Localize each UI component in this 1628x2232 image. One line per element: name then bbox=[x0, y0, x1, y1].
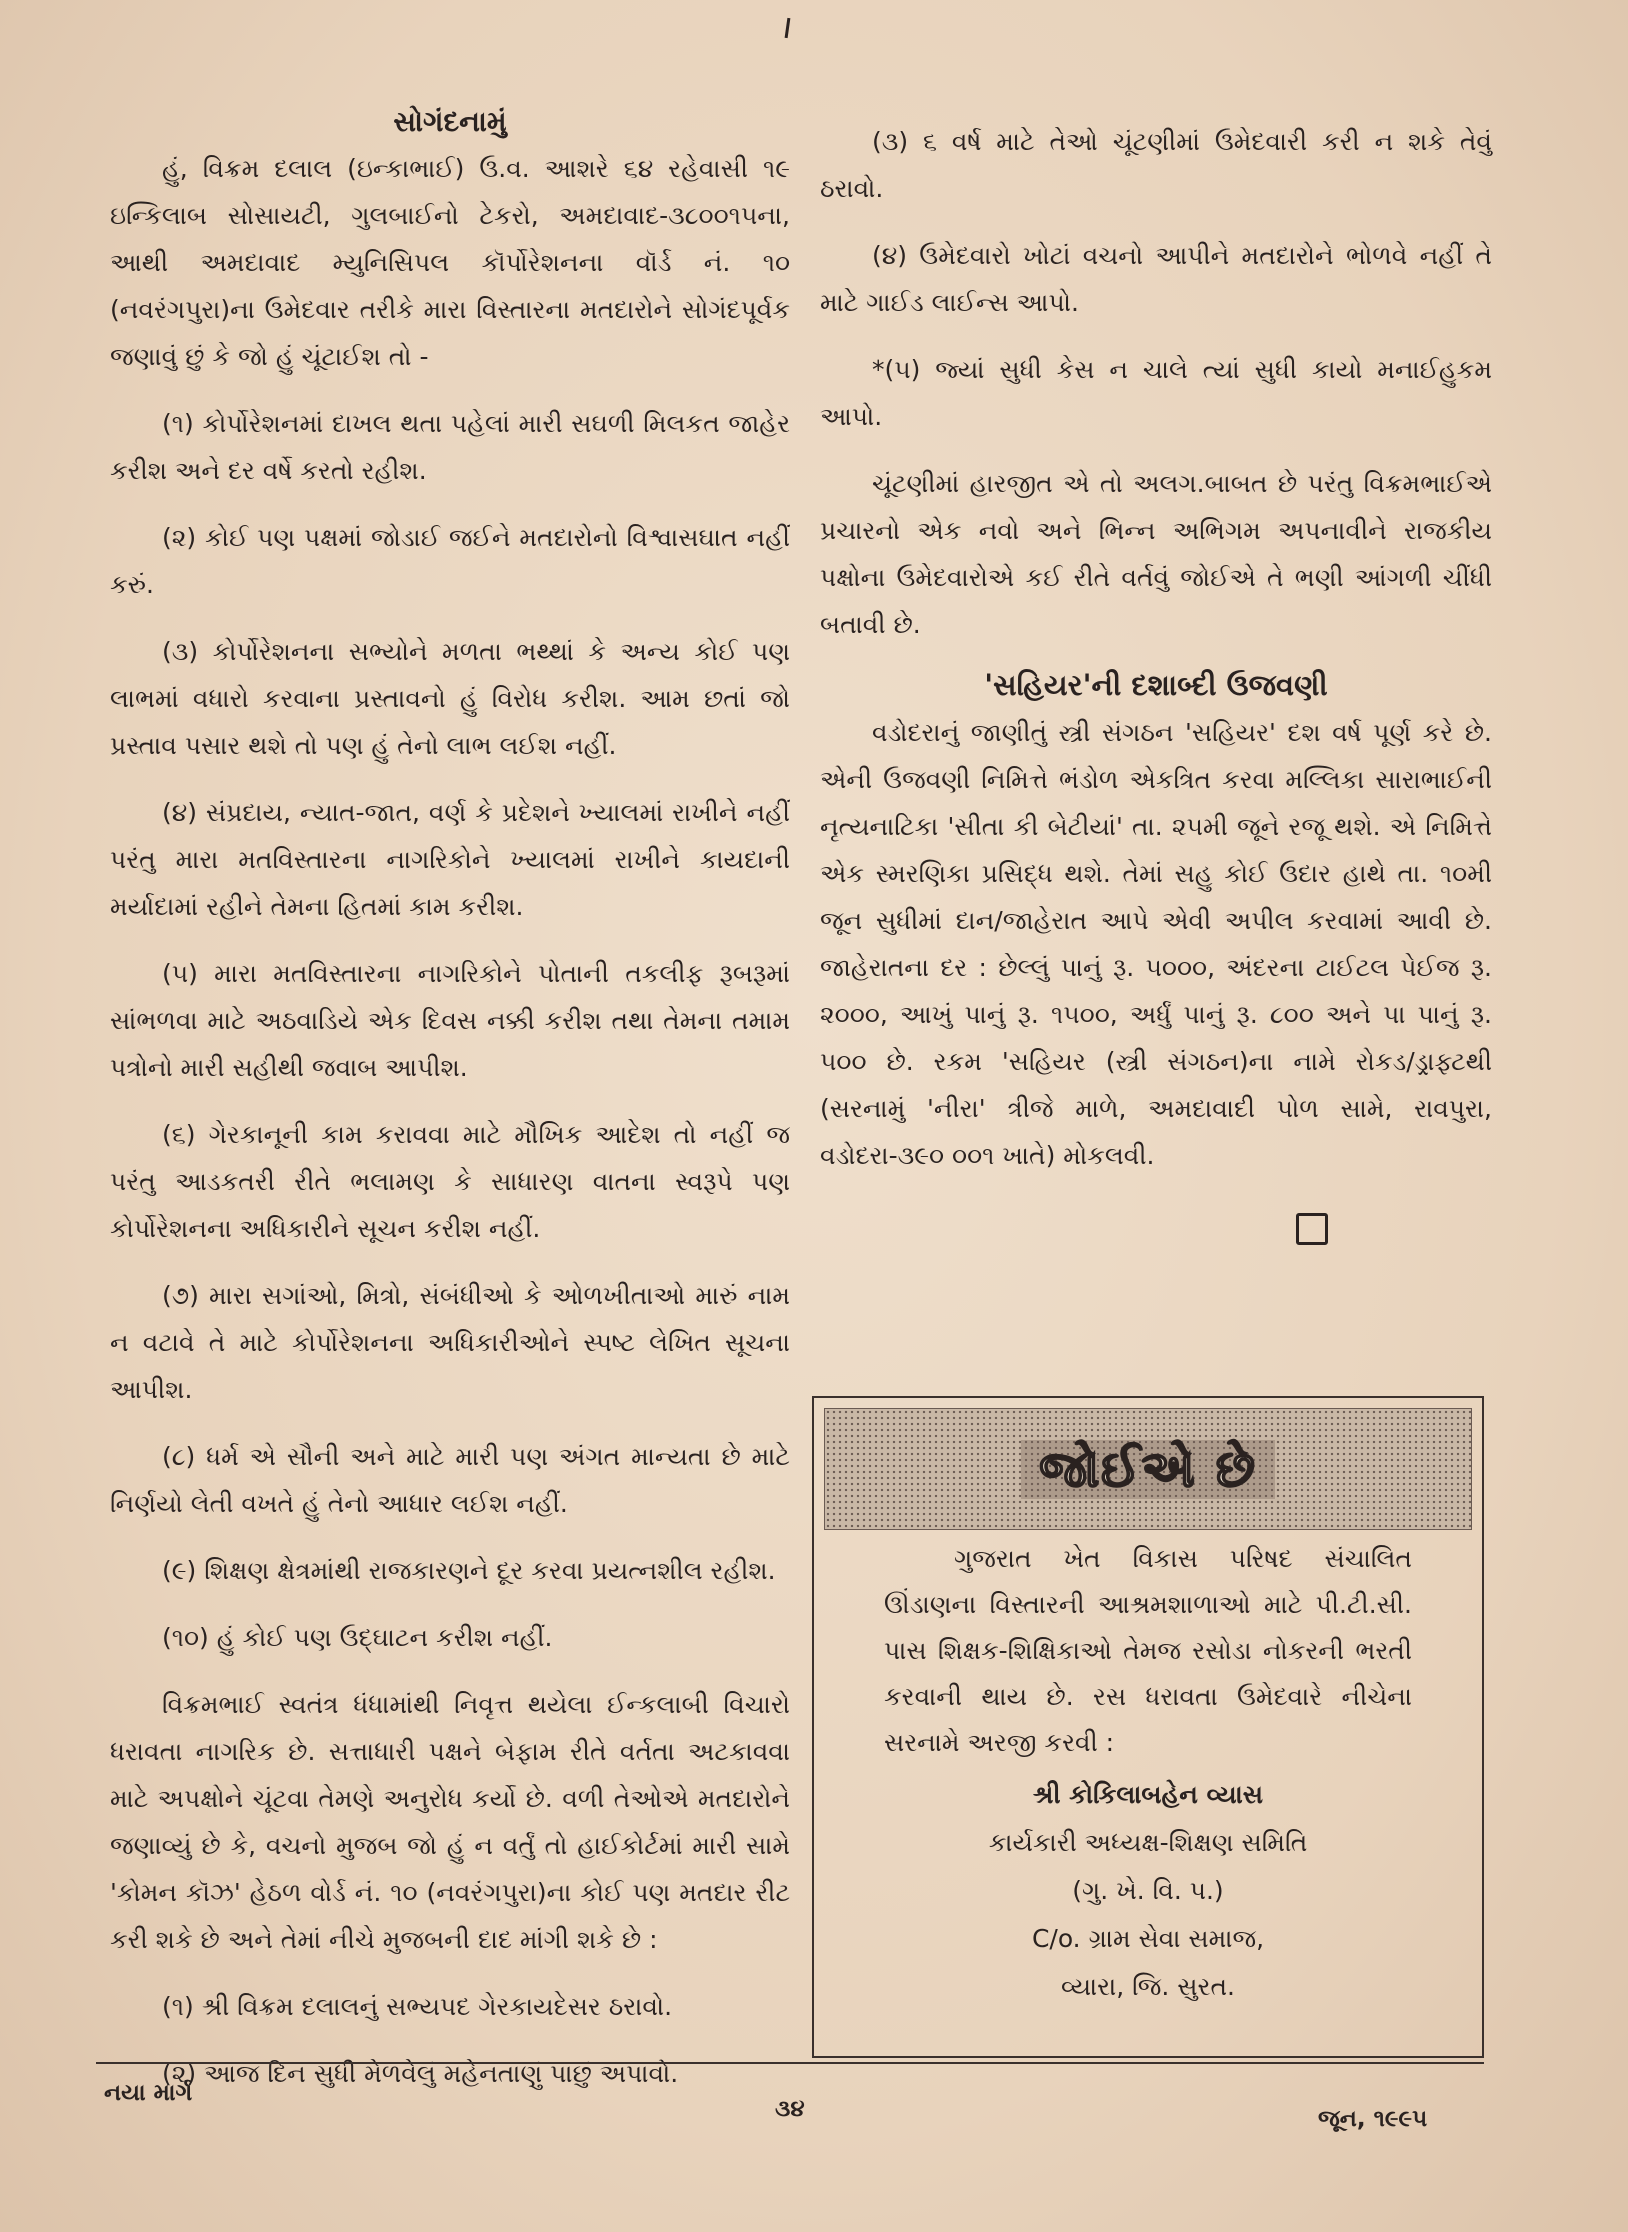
ad-org-abbr: (ગુ. ખે. વિ. પ.) bbox=[1072, 1876, 1224, 1905]
relief-item: *(૫) જ્યાં સુધી કેસ ન ચાલે ત્યાં સુધી કાયો મનાઈહુકમ આપો. bbox=[820, 355, 1492, 431]
ad-contact-role: કાર્યકારી અધ્યક્ષ-શિક્ષણ સમિતિ bbox=[988, 1828, 1308, 1857]
ink-mark bbox=[785, 18, 791, 38]
pledge-item: (૧) કોર્પોરેશનમાં દાખલ થતા પહેલાં મારી સઘળી મિલકત જાહેર કરીશ અને દર વર્ષે કરતો રહીશ. bbox=[110, 409, 790, 485]
ad-body bbox=[884, 1536, 1412, 2002]
ad-contact-name: શ્રી કોકિલાબહેન વ્યાસ bbox=[1032, 1780, 1264, 1809]
affidavit-title: સોગંદનામું bbox=[393, 105, 507, 138]
sahiyar-heading: 'સહિયર'ની દશાબ્દી ઉજવણી bbox=[984, 668, 1328, 702]
ad-paragraph: ગુજરાત ખેત વિકાસ પરિષદ સંચાલિત ઊંડાણના વિસ્તારની આશ્રમશાળાઓ માટે પી.ટી.સી. પાસ શિક્ષક-શિક્ષિકાઓ તેમજ રસોડા નોકરની ભરતી કરવાની થાય છે. રસ ધરાવતા ઉમેદવારે નીચેના સરનામે અરજી કરવી : bbox=[884, 1544, 1412, 1757]
footer-magazine-name: નયા માર્ગ bbox=[104, 2080, 193, 2106]
relief-item: (૧) શ્રી વિક્રમ દલાલનું સભ્યપદ ગેરકાયદેસર ઠરાવો. bbox=[162, 1992, 673, 2021]
ad-place: વ્યારા, જિ. સુરત. bbox=[1060, 1972, 1236, 2001]
pledge-item: (૭) મારા સગાંઓ, મિત્રો, સંબંધીઓ કે ઓળખીતાઓ મારું નામ ન વટાવે તે માટે કોર્પોરેશનના અધિકારીઓને સ્પષ્ટ લેખિત સૂચના આપીશ. bbox=[110, 1281, 790, 1404]
sahiyar-paragraph: વડોદરાનું જાણીતું સ્ત્રી સંગઠન 'સહિયર' દશ વર્ષ પૂર્ણ કરે છે. એની ઉજવણી નિમિત્તે ભંડોળ એકત્રિત કરવા મલ્લિકા સારાભાઈની નૃત્યનાટિકા 'સીતા કી બેટીયાં' તા. ૨૫મી જૂને રજૂ થશે. એ નિમિત્તે એક સ્મરણિકા પ્રસિદ્ધ થશે. તેમાં સહુ કોઈ ઉદાર હાથે તા. ૧૦મી જૂન સુધીમાં દાન/જાહેરાત આપે એવી અપીલ કરવામાં આવી છે. જાહેરાતના દર : છેલ્લું પાનું રૂ. ૫૦૦૦, અંદરના ટાઈટલ પેઈજ રૂ. ૨૦૦૦, આખું પાનું રૂ. ૧૫૦૦, અર્ધું પાનું રૂ. ૮૦૦ અને પા પાનું રૂ. ૫૦૦ છે. રકમ 'સહિયર (સ્ત્રી સંગઠન)ના નામે રોકડ/ડ્રાફ્ટથી (સરનામું 'નીરા' ત્રીજે માળે, અમદાવાદી પોળ સામે, રાવપુરા, વડોદરા-૩૯૦ ૦૦૧ ખાતે) મોકલવી. bbox=[820, 718, 1492, 1170]
conclusion-paragraph: ચૂંટણીમાં હારજીત એ તો અલગ.બાબત છે પરંતુ વિક્રમભાઈએ પ્રચારનો એક નવો અને ભિન્ન અભિગમ અપનાવીને રાજકીય પક્ષોના ઉમેદવારોએ કઈ રીતે વર્તવું જોઈએ તે ભણી આંગળી ચીંધી બતાવી છે. bbox=[820, 469, 1492, 639]
pledge-item: (૧૦) હું કોઈ પણ ઉદ્ઘાટન કરીશ નહીં. bbox=[162, 1623, 553, 1652]
pledge-item: (૪) સંપ્રદાય, ન્યાત-જાત, વર્ણ કે પ્રદેશને ખ્યાલમાં રાખીને નહીં પરંતુ મારા મતવિસ્તારના નાગરિકોને ખ્યાલમાં રાખીને કાયદાની મર્યાદામાં રહીને તેમના હિતમાં કામ કરીશ. bbox=[110, 798, 790, 921]
narrative-paragraph: વિક્રમભાઈ સ્વતંત્ર ધંધામાંથી નિવૃત્ત થયેલા ઈન્કલાબી વિચારો ધરાવતા નાગરિક છે. સત્તાધારી પક્ષને બેફામ રીતે વર્તતા અટકાવવા માટે અપક્ષોને ચૂંટવા તેમણે અનુરોધ કર્યો છે. વળી તેઓએ મતદારોને જણાવ્યું છે કે, વચનો મુજબ જો હું ન વર્તું તો હાઈકોર્ટમાં મારી સામે 'કોમન કૉઝ' હેઠળ વોર્ડ નં. ૧૦ (નવરંગપુરા)ના કોઈ પણ મતદાર રીટ કરી શકે છે અને તેમાં નીચે મુજબની દાદ માંગી શકે છે : bbox=[110, 1690, 790, 1954]
footer-date: જૂન, ૧૯૯૫ bbox=[1318, 2106, 1428, 2132]
footer-rule bbox=[96, 2062, 1484, 2064]
left-column bbox=[110, 105, 790, 2117]
ad-care-of: C/o. ગ્રામ સેવા સમાજ, bbox=[1031, 1924, 1265, 1953]
relief-item: (૪) ઉમેદવારો ખોટાં વચનો આપીને મતદારોને ભોળવે નહીં તે માટે ગાઈડ લાઈન્સ આપો. bbox=[820, 241, 1492, 317]
relief-item: (૩) ૬ વર્ષ માટે તેઓ ચૂંટણીમાં ઉમેદવારી કરી ન શકે તેવું ઠરાવો. bbox=[820, 127, 1492, 203]
right-column bbox=[820, 118, 1492, 1245]
ad-header bbox=[824, 1408, 1472, 1530]
relief-item: (૨) આજ દિન સુધી મેળવેલું મહેનતાણું પાછું અપાવો. bbox=[162, 2059, 679, 2088]
ad-title: જોઈએ છે bbox=[1021, 1440, 1274, 1499]
pledge-item: (૬) ગેરકાનૂની કામ કરાવવા માટે મૌખિક આદેશ તો નહીં જ પરંતુ આડકતરી રીતે ભલામણ કે સાધારણ વાતના સ્વરૂપે પણ કોર્પોરેશનના અધિકારીને સૂચન કરીશ નહીં. bbox=[110, 1120, 790, 1243]
pledge-item: (૫) મારા મતવિસ્તારના નાગરિકોને પોતાની તકલીફ રૂબરૂમાં સાંભળવા માટે અઠવાડિયે એક દિવસ નક્કી કરીશ તથા તેમના તમામ પત્રોનો મારી સહીથી જવાબ આપીશ. bbox=[110, 959, 790, 1082]
affidavit-intro: હું, વિક્રમ દલાલ (ઇન્કાભાઈ) ઉ.વ. આશરે ૬૪ રહેવાસી ૧૯ ઇન્કિલાબ સોસાયટી, ગુલબાઈનો ટેકરો, અમદાવાદ-૩૮૦૦૧૫ના, આથી અમદાવાદ મ્યુનિસિપલ કૉર્પોરેશનના વૉર્ડ નં. ૧૦ (નવરંગપુરા)ના ઉમેદવાર તરીકે મારા વિસ્તારના મતદારોને સોગંદપૂર્વક જણાવું છું કે જો હું ચૂંટાઈશ તો - bbox=[110, 154, 790, 371]
pledge-item: (૮) ધર્મ એ સૌની અને માટે મારી પણ અંગત માન્યતા છે માટે નિર્ણયો લેતી વખતે હું તેનો આધાર લઈશ નહીં. bbox=[110, 1442, 790, 1518]
end-square-icon bbox=[1296, 1213, 1328, 1245]
pledge-item: (૯) શિક્ષણ ક્ષેત્રમાંથી રાજકારણને દૂર કરવા પ્રયત્નશીલ રહીશ. bbox=[162, 1556, 776, 1585]
pledge-item: (૩) કોર્પોરેશનના સભ્યોને મળતા ભથ્થાં કે અન્ય કોઈ પણ લાભમાં વધારો કરવાના પ્રસ્તાવનો હું વિરોધ કરીશ. આમ છતાં જો પ્રસ્તાવ પસાર થશે તો પણ હું તેનો લાભ લઈશ નહીં. bbox=[110, 637, 790, 760]
advertisement-box bbox=[812, 1396, 1484, 2058]
pledge-item: (૨) કોઈ પણ પક્ષમાં જોડાઈ જઈને મતદારોનો વિશ્વાસઘાત નહીં કરું. bbox=[110, 523, 790, 599]
footer-page-number: ૩૪ bbox=[775, 2096, 805, 2122]
